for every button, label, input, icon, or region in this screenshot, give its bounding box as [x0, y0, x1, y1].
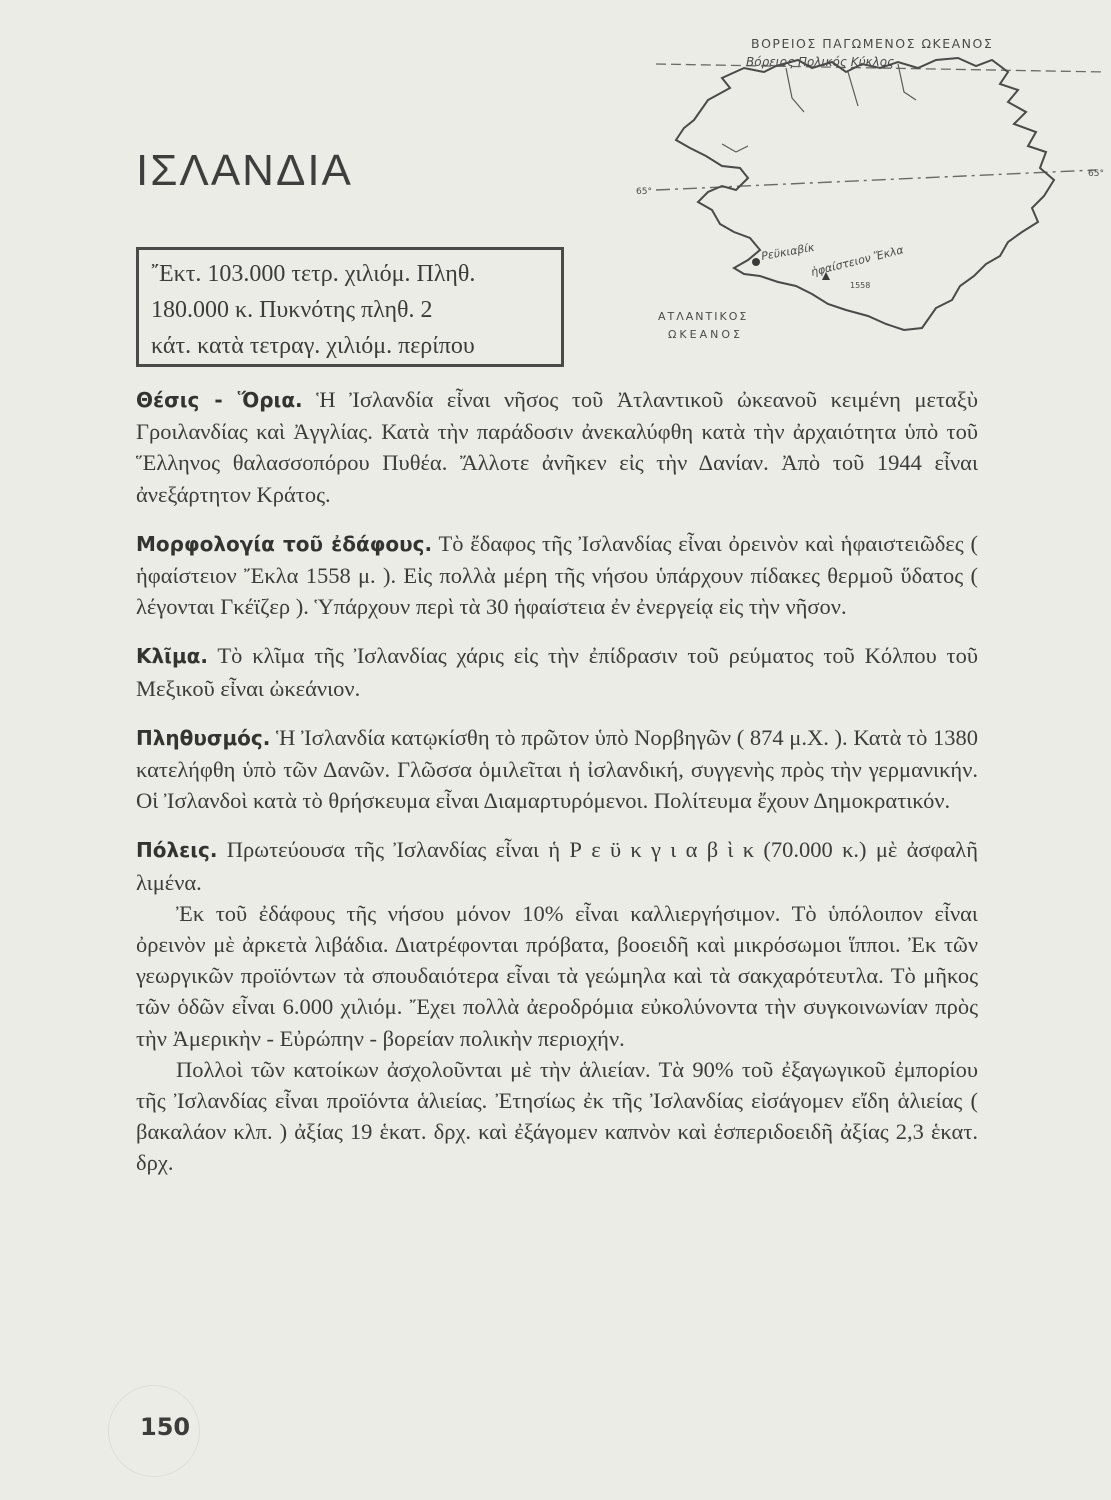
map-label-atlantic-1: ΑΤΛΑΝΤΙΚΟΣ	[658, 310, 749, 323]
map-label-arctic-circle: Βόρειος Πολικός Κύκλος	[746, 55, 895, 69]
section-position	[136, 384, 978, 510]
section-cities	[136, 834, 978, 897]
stats-line: κάτ. κατὰ τετραγ. χιλιόμ. περίπου	[151, 333, 475, 359]
stats-line: 180.000 κ. Πυκνότης πληθ. 2	[151, 297, 433, 323]
map-label-volcano: ἡφαίστειον Ἔκλα	[809, 243, 905, 279]
map-label-north-ocean: ΒΟΡΕΙΟΣ ΠΑΓΩΜΕΝΟΣ ΩΚΕΑΝΟΣ	[751, 36, 994, 51]
section-population	[136, 722, 978, 817]
map-label-atlantic-2: ΩΚΕΑΝΟΣ	[668, 328, 743, 341]
section-heading: Μορφολογία τοῦ ἐδάφους.	[136, 531, 433, 556]
section-heading: Θέσις - Ὅρια.	[136, 388, 303, 412]
section-heading: Κλῖμα.	[136, 644, 209, 669]
map-label-latitude-right: 65°	[1088, 169, 1104, 179]
city-dot	[752, 258, 760, 266]
section-morphology	[136, 528, 978, 623]
map-label-city: Ρεϋκιαβίκ	[760, 240, 816, 263]
fjord-lines	[722, 64, 916, 152]
page-number: 150	[140, 1413, 191, 1441]
section-text: Ἡ Ἰσλανδία εἶναι νῆσος τοῦ Ἀτλαντικοῦ ὠκεανοῦ κειμένη μεταξὺ Γροιλανδίας καὶ Ἀγγλίας. Κατὰ τὴν παράδοσιν ἀνεκαλύφθη κατὰ τὴν ἀρχαιότητα ὑπὸ τοῦ Ἕλληνος θαλασσοπόρου Πυθέα. Ἄλλοτε ἀνῆκεν εἰς τὴν Δανίαν. Ἀπὸ τοῦ 1944 εἶναι ἀνεξάρτητον Κράτος.	[136, 387, 978, 507]
paragraph-agriculture: Ἐκ τοῦ ἐδάφους τῆς νήσου μόνον 10% εἶναι καλλιεργήσιμον. Τὸ ὑπόλοιπον εἶναι ὀρεινὸν μὲ ἀρκετὰ λιβάδια. Διατρέφονται πρόβατα, βοοειδῆ καὶ μικρόσωμοι ἵπποι. Ἐκ τῶν γεωργικῶν προϊόντων τὰ σπουδαιότερα εἶναι τὰ γεώμηλα καὶ τὰ σακχαρότευτλα. Τὸ μῆκος τῶν ὁδῶν εἶναι 6.000 χιλιόμ. Ἔχει πολλὰ ἀεροδρόμια εὐκολύνοντα τὴν συγκοινωνίαν πρὸς τὴν Ἀμερικὴν - Εὐρώπην - βορείαν πολικὴν περιοχήν.	[136, 900, 978, 1051]
section-text: Τὸ ἔδαφος τῆς Ἰσλανδίας εἶναι ὀρεινὸν καὶ ἡφαιστειῶδες ( ἡφαίστειον Ἔκλα 1558 μ. ). Εἰς πολλὰ μέρη τῆς νήσου ὑπάρχουν πίδακες θερμοῦ ὕδατος ( λέγονται Γκέϊζερ ). Ὑπάρχουν περὶ τὰ 30 ἡφαίστεια ἐν ἐνεργείᾳ εἰς τὴν νῆσον.	[136, 530, 978, 620]
paragraph-fishing: Πολλοὶ τῶν κατοίκων ἀσχολοῦνται μὲ τὴν ἁλιείαν. Τὰ 90% τοῦ ἐξαγωγικοῦ ἐμπορίου τῆς Ἰσλανδίας εἶναι προϊόντα ἁλιείας. Ἐτησίως ἐκ τῆς Ἰσλανδίας εἰσάγομεν εἴδη ἁλιείας ( βακαλάον κλπ. ) ἀξίας 19 ἑκατ. δρχ. καὶ ἐξάγομεν καπνὸν καὶ ἑσπεριδοειδῆ ἀξίας 2,3 ἑκατ. δρχ.	[136, 1056, 978, 1176]
section-heading: Πληθυσμός.	[136, 725, 271, 750]
iceland-map	[636, 28, 1111, 368]
page-title: ΙΣΛΑΝΔΙΑ	[136, 146, 353, 195]
section-heading: Πόλεις.	[136, 838, 218, 863]
section-text: Πρωτεύουσα τῆς Ἰσλανδίας εἶναι ἡ Ρ ε ϋ κ γ ι α β ὶ κ (70.000 κ.) μὲ ἀσφαλῆ λιμένα.	[136, 837, 978, 895]
stats-line: ῎Εκτ. 103.000 τετρ. χιλιόμ. Πληθ.	[151, 261, 476, 287]
section-text: Τὸ κλῖμα τῆς Ἰσλανδίας χάρις εἰς τὴν ἐπίδρασιν τοῦ ρεύματος τοῦ Κόλπου τοῦ Μεξικοῦ εἶναι ὠκεάνιον.	[136, 643, 978, 701]
section-text: Ἡ Ἰσλανδία κατῳκίσθη τὸ πρῶτον ὑπὸ Νορβηγῶν ( 874 μ.Χ. ). Κατὰ τὸ 1380 κατελήφθη ὑπὸ τῶν Δανῶν. Γλῶσσα ὁμιλεῖται ἡ ἰσλανδική, συγγενὴς πρὸς τὴν γερμανικήν. Οἱ Ἰσλανδοὶ κατὰ τὸ θρήσκευμα εἶναι Διαμαρτυρόμενοι. Πολίτευμα ἔχουν Δημοκρατικόν.	[136, 724, 978, 814]
article-body	[136, 384, 978, 1179]
map-label-latitude-left: 65°	[636, 187, 652, 197]
section-climate	[136, 640, 978, 703]
stats-box	[136, 247, 564, 367]
map-label-volcano-height: 1558	[850, 281, 871, 290]
